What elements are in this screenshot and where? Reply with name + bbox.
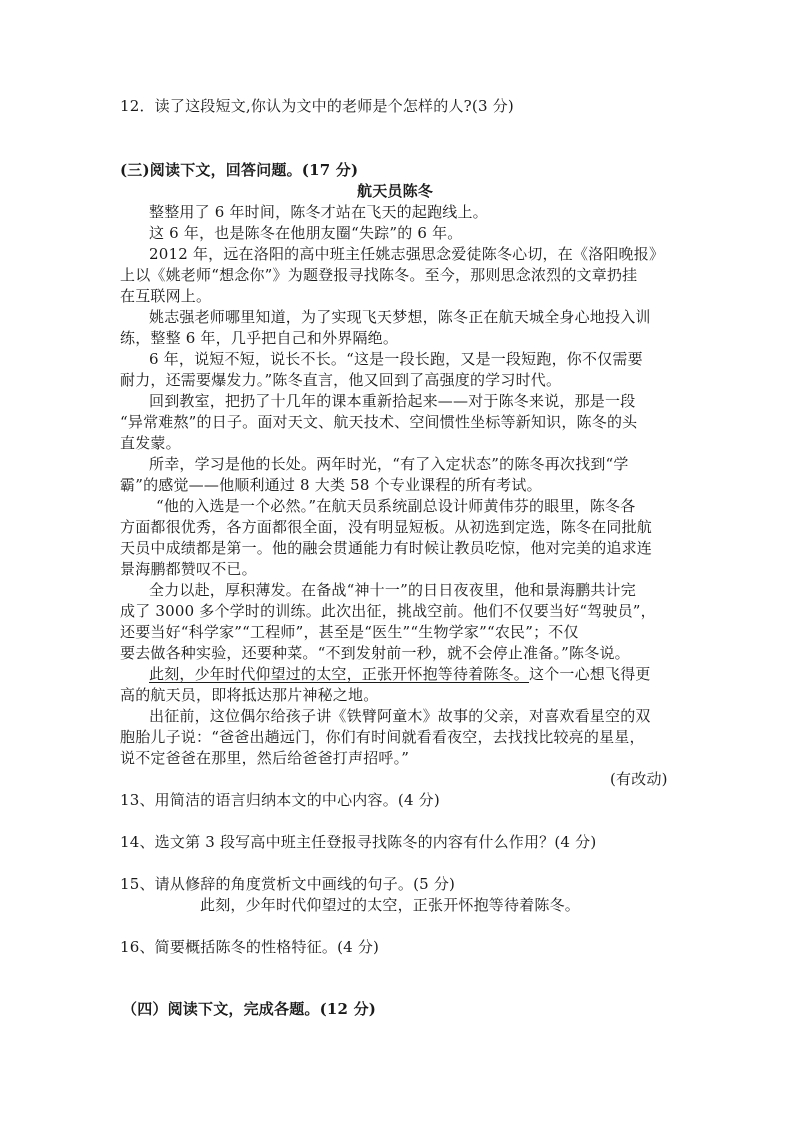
question-16: 16、简要概括陈冬的性格特征。(4 分) <box>120 938 380 956</box>
para-8-line-3: 天员中成绩都是第一。他的融会贯通能力有时候让教员吃惊，他对完美的追求连 <box>120 539 653 557</box>
para-9-line-1: 全力以赴，厚积薄发。在备战“神十一”的日日夜夜里，他和景海鹏共计完 <box>149 581 636 599</box>
para-9-line-4: 要去做各种实验，还要种菜。“不到发射前一秒，就不会停止准备。”陈冬说。 <box>120 644 630 662</box>
para-11-line-1: 出征前，这位偶尔给孩子讲《铁臂阿童木》故事的父亲，对喜欢看星空的双 <box>149 707 651 725</box>
para-2-line-1: 这 6 年，也是陈冬在他朋友圈“失踪”的 6 年。 <box>149 224 463 242</box>
para-9-line-3: 还要当好“科学家”“工程师”，甚至是“医生”“生物学家”“农民”；不仅 <box>120 623 579 641</box>
para-5-line-2: 耐力，还需要爆发力。”陈冬直言，他又回到了高强度的学习时代。 <box>120 371 562 389</box>
para-10-line-1-rest: 这个一心想飞得更 <box>529 665 651 683</box>
para-3-line-1: 2012 年，远在洛阳的高中班主任姚志强思念爱徒陈冬心切，在《洛阳晚报》 <box>149 245 665 263</box>
question-13: 13、用简洁的语言归纳本文的中心内容。(4 分) <box>120 791 440 809</box>
para-1-line-1: 整整用了 6 年时间，陈冬才站在飞天的起跑线上。 <box>149 203 488 221</box>
para-8-line-4: 景海鹏都赞叹不已。 <box>120 560 257 578</box>
para-6-line-2: “异常难熬”的日子。面对天文、航天技术、空间惯性坐标等新知识，陈冬的头 <box>120 413 638 431</box>
para-6-line-1: 回到教室，把扔了十几年的课本重新拾起来——对于陈冬来说，那是一段 <box>149 392 636 410</box>
section-3-heading: (三)阅读下文，回答问题。(17 分) <box>120 161 359 179</box>
question-14: 14、选文第 3 段写高中班主任登报寻找陈冬的内容有什么作用？(4 分) <box>120 833 597 851</box>
revision-note: (有改动) <box>610 770 668 788</box>
para-10-line-2: 高的航天员，即将抵达那片神秘之地。 <box>120 686 379 704</box>
para-9-line-2: 成了 3000 多个学时的训练。此次出征，挑战空前。他们不仅要当好“驾驶员”， <box>120 602 656 620</box>
article-title: 航天员陈冬 <box>357 182 434 200</box>
para-6-line-3: 直发蒙。 <box>120 434 181 452</box>
section-4-heading: （四）阅读下文，完成各题。(12 分) <box>122 1000 377 1018</box>
para-11-line-2: 胞胎儿子说：“爸爸出趟远门，你们有时间就看看夜空，去找找比较亮的星星， <box>120 728 645 746</box>
para-11-line-3: 说不定爸爸在那里，然后给爸爸打声招呼。” <box>120 749 410 767</box>
para-8-line-2: 方面都很优秀，各方面都很全面，没有明显短板。从初选到定选，陈冬在同批航 <box>120 518 653 536</box>
para-7-line-2: 霸”的感觉——他顺利通过 8 大类 58 个专业课程的所有考试。 <box>120 476 542 494</box>
para-7-line-1: 所幸，学习是他的长处。两年时光，“有了入定状态”的陈冬再次找到“学 <box>149 455 629 473</box>
underlined-sentence: 此刻，少年时代仰望过的太空，正张开怀抱等待着陈冬。 <box>149 665 530 683</box>
para-8-line-1: “他的入选是一个必然。”在航天员系统副总设计师黄伟芬的眼里，陈冬各 <box>156 497 636 515</box>
para-3-line-2: 上以《姚老师“想念你”》为题登报寻找陈冬。至今，那则思念浓烈的文章扔挂 <box>120 266 638 284</box>
question-15-quote: 此刻，少年时代仰望过的太空，正张开怀抱等待着陈冬。 <box>200 896 581 914</box>
para-10-line-1 <box>149 664 651 684</box>
para-5-line-1: 6 年，说短不短，说长不长。“这是一段长跑，又是一段短跑，你不仅需要 <box>149 350 643 368</box>
para-4-line-2: 练，整整 6 年，几乎把自己和外界隔绝。 <box>120 329 399 347</box>
question-15: 15、请从修辞的角度赏析文中画线的句子。(5 分) <box>120 875 456 893</box>
para-3-line-3: 在互联网上。 <box>120 287 212 305</box>
para-4-line-1: 姚志强老师哪里知道，为了实现飞天梦想，陈冬正在航天城全身心地投入训 <box>149 308 651 326</box>
question-12: 12．读了这段短文,你认为文中的老师是个怎样的人?(3 分) <box>120 97 514 115</box>
